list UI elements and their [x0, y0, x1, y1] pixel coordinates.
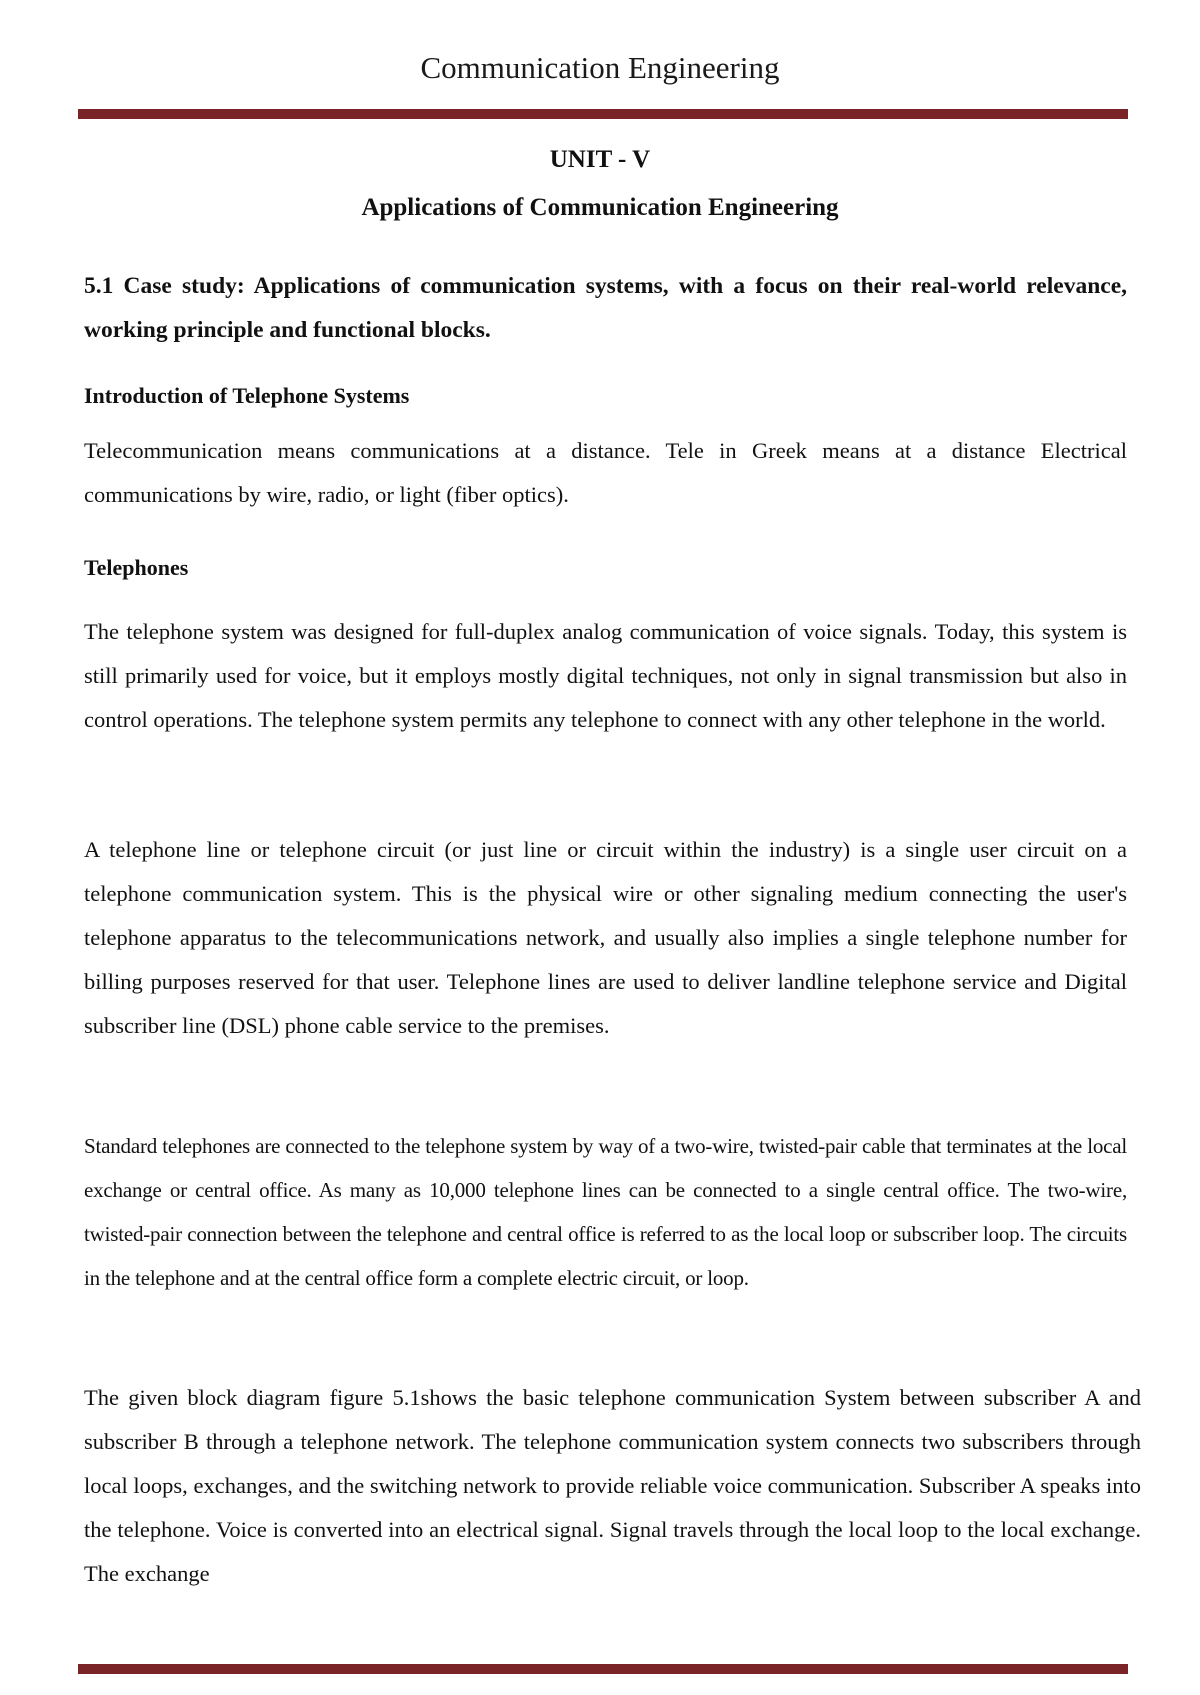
paragraph-standard-telephones: Standard telephones are connected to the telephone system by way of a two-wire, twisted-pair cable that terminates at the local exchange or central office. As many as 10,000 telephone lines can be connected to a single central office. The two-wire, twisted-pair connection between the telephone and central office is referred to as the local loop or subscriber loop. The circuits in the telephone and at the central office form a complete electric circuit, or loop.: [84, 1134, 1127, 1290]
paragraph-telecommunication: Telecommunication means communications at a distance. Tele in Greek means at a distance Electrical communications by wire, radio, or light (fiber optics).: [84, 438, 1127, 507]
subheading-telephones: Telephones: [84, 555, 189, 580]
unit-label: UNIT - V: [549, 146, 651, 173]
header-rule: [78, 109, 1128, 119]
subheading-intro: Introduction of Telephone Systems: [84, 383, 410, 408]
paragraph-telephone-system: The telephone system was designed for full-duplex analog communication of voice signals. Today, this system is still primarily used for voice, but it employs mostly digital techniques, not only in signal transmission but also in control operations. The telephone system permits any telephone to connect with any other telephone in the world.: [84, 619, 1127, 732]
section-heading: 5.1 Case study: Applications of communication systems, with a focus on their real-world relevance, working principle and functional blocks.: [84, 273, 1127, 343]
footer-rule: [78, 1664, 1128, 1674]
paragraph-telephone-line: A telephone line or telephone circuit (or just line or circuit within the industry) is a single user circuit on a telephone communication system. This is the physical wire or other signaling medium connecting the user's telephone apparatus to the telecommunications network, and usually also implies a single telephone number for billing purposes reserved for that user. Telephone lines are used to deliver landline telephone service and Digital subscriber line (DSL) phone cable service to the premises.: [84, 837, 1127, 1038]
paragraph-block-diagram: The given block diagram figure 5.1shows the basic telephone communication System between subscriber A and subscriber B through a telephone network. The telephone communication system connects two subscribers through local loops, exchanges, and the switching network to provide reliable voice communication. Subscriber A speaks into the telephone. Voice is converted into an electrical signal. Signal travels through the local loop to the local exchange. The exchange: [84, 1385, 1141, 1586]
running-header: Communication Engineering: [420, 50, 780, 85]
chapter-title: Applications of Communication Engineering: [361, 194, 839, 221]
